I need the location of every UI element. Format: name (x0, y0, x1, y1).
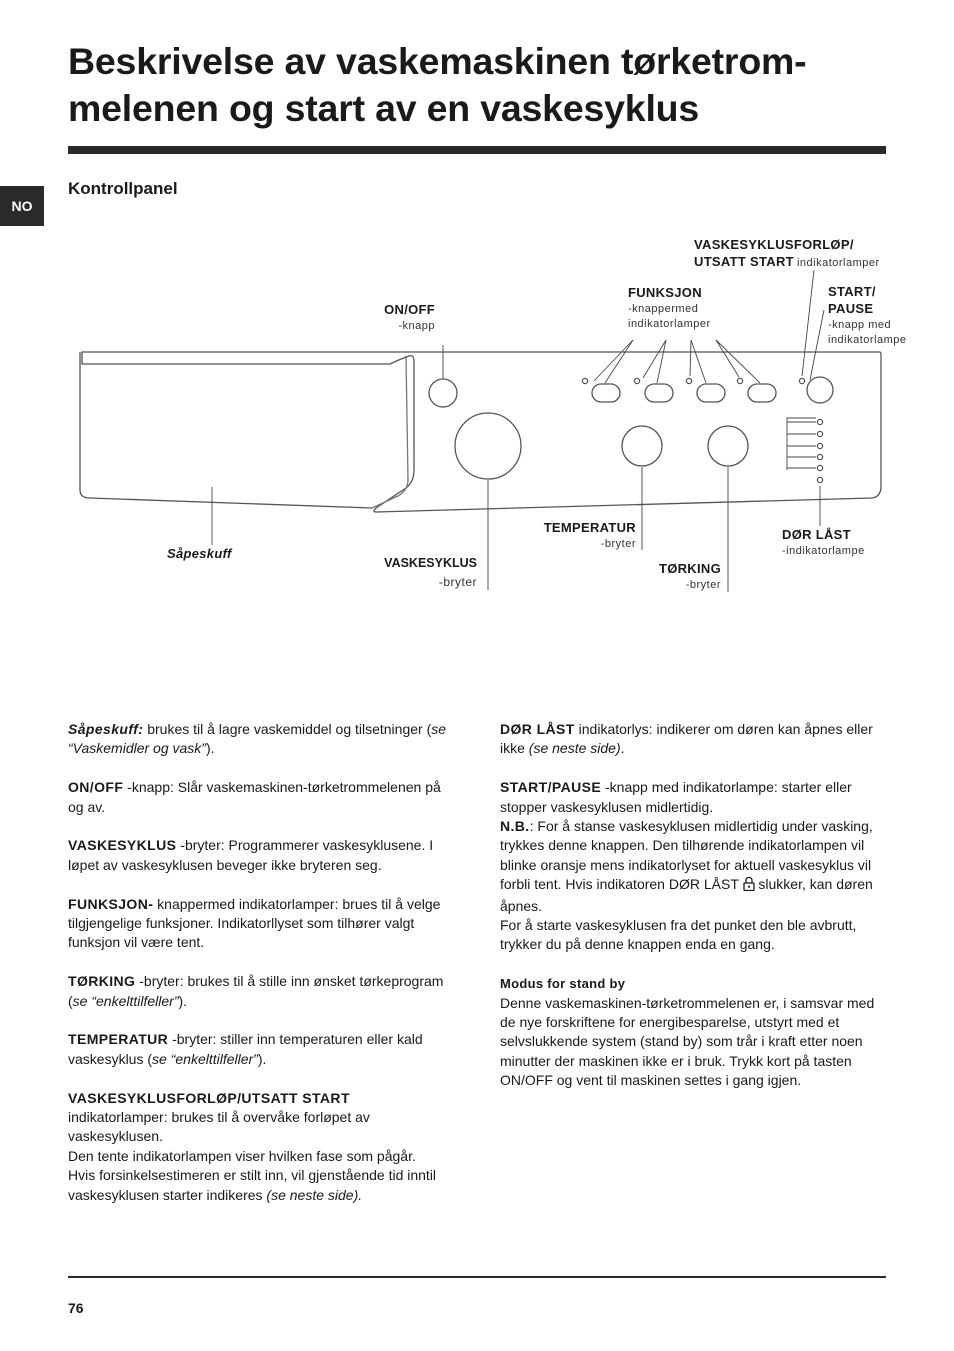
forlop-label-title1: VASKESYKLUSFORLØP/ (694, 237, 854, 252)
text-nb-1: : For å stanse vaskesyklusen midlertidig under vasking, trykkes denne knappen. Den tilhørende indikatorlampen vil blinke oransje mens indikatorlyset for aktuell vaskesyklus vil forbli tent. Hvis indikatoren DØR LÅST (500, 818, 873, 893)
funksjon-label-sub1: -knappermed (628, 303, 699, 315)
function-button-1 (592, 384, 620, 402)
end-temperatur: ). (257, 1050, 267, 1067)
para-torking (68, 972, 453, 1011)
text-temperatur: -bryter: stiller inn temperaturen eller kald vaskesyklus ( (68, 1031, 423, 1067)
function-button-2 (645, 384, 673, 402)
forlop-label (694, 237, 934, 271)
temperatur-label-sub: -bryter (600, 538, 636, 550)
progress-led-2 (817, 431, 822, 436)
text-torking: -bryter: brukes til å stille inn ønsket tørkeprogram ( (68, 973, 444, 1009)
drawer-edge (372, 356, 408, 508)
text-forlop-3: Hvis forsinkelsestimeren er stilt inn, vil gjenstående tid inntil vaskesyklusen starter indikeres (68, 1167, 437, 1203)
onoff-label-sub: -knapp (398, 320, 435, 332)
panel-body (80, 352, 372, 508)
forlop-label-sub: indikatorlamper (796, 257, 880, 269)
ref-temperatur: se “enkelttilfeller” (152, 1050, 258, 1067)
ref-dorlast: (se neste side) (528, 740, 621, 757)
text-sapeskuff: brukes til å lagre vaskemiddel og tilsetninger ( (143, 721, 432, 737)
temperatur-label (510, 520, 636, 552)
text-forlop-2: Den tente indikatorlampen viser hvilken fase som pågår. (68, 1147, 416, 1164)
text-start-pause: -knapp med indikatorlampe: starter eller stopper vaskesyklusen midlertidig. (500, 779, 852, 815)
term-dorlast: DØR LÅST (500, 721, 575, 737)
temperatur-knob-shape (622, 426, 662, 466)
term-vaskesyklus: VASKESYKLUS (68, 837, 177, 854)
term-sapeskuff: Såpeskuff: (68, 721, 144, 737)
ref-sapeskuff: se “Vaskemidler og vask” (68, 721, 447, 757)
vaskesyklus-label (360, 556, 477, 592)
function-led-2 (634, 378, 639, 383)
start-pause-sub1: -knapp med (828, 319, 892, 331)
ref-forlop: (se neste side). (266, 1186, 363, 1203)
dorlast-label-sub: -indikatorlampe (782, 545, 865, 557)
funksjon-label (628, 285, 738, 332)
progress-led-5 (817, 465, 822, 470)
para-onoff (68, 778, 453, 817)
para-sapeskuff (68, 720, 453, 759)
torking-label-title: TØRKING (658, 561, 721, 576)
title-line-2: melenen og start av en vaskesyklus (68, 87, 700, 129)
title-line-1: Beskrivelse av vaskemaskinen tørketrom- (68, 40, 807, 82)
door-lock-led (817, 477, 822, 482)
bottom-rule (68, 1276, 886, 1278)
start-pause-label (828, 284, 938, 348)
start-pause-sub2: indikatorlampe (828, 334, 907, 346)
text-forlop-1: indikatorlamper: brukes til å overvåke forløpet av vaskesyklusen. (68, 1109, 370, 1145)
term-temperatur: TEMPERATUR (68, 1031, 169, 1048)
title-rule (68, 146, 886, 154)
start-pause-button-shape (807, 377, 833, 403)
dorlast-label-title: DØR LÅST (782, 527, 851, 542)
term-funksjon: FUNKSJON- (68, 895, 154, 912)
para-temperatur (68, 1030, 453, 1069)
start-pause-title2: PAUSE (828, 301, 874, 316)
left-column (68, 720, 453, 1205)
onoff-label (373, 302, 435, 334)
function-button-4 (748, 384, 776, 402)
start-led (799, 378, 804, 383)
standby-text: Denne vaskemaskinen-tørketrommelenen er, i samsvar med de nye forskriftene for energibesparelse, utstyrt med et selvslukkende system (stand by) som trår i kraft etter noen minutter der maskinen ikke er i bruk. Trykk kort på tasten ON/OFF og vent til maskinen settes i gang igjen. (500, 994, 875, 1089)
text-nb-2: slukker, kan døren åpnes. (500, 876, 873, 914)
panel-outline (82, 352, 881, 512)
para-funksjon (68, 895, 453, 953)
vaskesyklus-label-sub: -bryter (438, 575, 477, 589)
torking-label (620, 561, 721, 593)
text-start-pause-3: For å starte vaskesyklusen fra det punket den ble avbrutt, trykker du på denne knappen enda en gang. (500, 917, 857, 953)
vaskesyklus-knob-shape (455, 413, 521, 479)
function-button-3 (697, 384, 725, 402)
sapeskuff-label (167, 546, 232, 563)
para-forlop (68, 1089, 453, 1205)
section-heading: Kontrollpanel (68, 179, 178, 198)
ref-torking: se “enkelttilfeller” (72, 992, 179, 1009)
onoff-label-title: ON/OFF (384, 302, 435, 317)
term-onoff: ON/OFF (68, 779, 124, 796)
right-column (500, 720, 886, 1091)
language-tab: NO (0, 186, 44, 226)
page-number: 76 (68, 1300, 84, 1316)
dorlast-label (782, 527, 902, 559)
text-vaskesyklus: -bryter: Programmerer vaskesyklusene. I løpet av vaskesyklusen beveger ikke bryteren seg. (68, 837, 434, 873)
page-title (68, 38, 928, 132)
term-start-pause: START/PAUSE (500, 779, 602, 796)
term-forlop: VASKESYKLUSFORLØP/UTSATT START (68, 1089, 350, 1106)
function-led-3 (686, 378, 691, 383)
para-vaskesyklus (68, 836, 453, 875)
funksjon-label-title: FUNKSJON (628, 285, 702, 300)
end-torking: ). (178, 992, 188, 1009)
term-nb: N.B. (500, 818, 530, 835)
standby-heading: Modus for stand by (500, 976, 626, 992)
vaskesyklus-label-title: VASKESYKLUS (384, 556, 477, 570)
control-panel-diagram (0, 230, 954, 610)
term-torking: TØRKING (68, 973, 136, 990)
para-start-pause (500, 778, 886, 955)
progress-led-3 (817, 443, 822, 448)
end-sapeskuff: ). (205, 740, 215, 757)
funksjon-label-sub2: indikatorlamper (628, 318, 711, 330)
torking-label-sub: -bryter (685, 579, 721, 591)
lock-icon (743, 876, 755, 896)
onoff-button-shape (429, 379, 457, 407)
function-led-4 (737, 378, 742, 383)
progress-led-1 (817, 419, 822, 424)
para-dorlast (500, 720, 886, 759)
text-funksjon: knappermed indikatorlamper: brues til å velge tilgjengelige funksjoner. Indikatorllyset som tilhører valgt funksjon vil være tent. (68, 895, 441, 951)
torking-knob-shape (708, 426, 748, 466)
start-pause-title1: START/ (828, 284, 876, 299)
function-led-1 (582, 378, 587, 383)
sapeskuff-label-title: Såpeskuff (167, 546, 232, 561)
temperatur-label-title: TEMPERATUR (543, 520, 636, 535)
end-dorlast: . (620, 740, 625, 757)
progress-led-4 (817, 454, 822, 459)
text-dorlast: indikatorlys: indikerer om døren kan åpnes eller ikke (500, 721, 873, 757)
forlop-label-title2: UTSATT START (694, 254, 794, 269)
text-onoff: -knapp: Slår vaskemaskinen-tørketrommelenen på og av. (68, 779, 441, 815)
